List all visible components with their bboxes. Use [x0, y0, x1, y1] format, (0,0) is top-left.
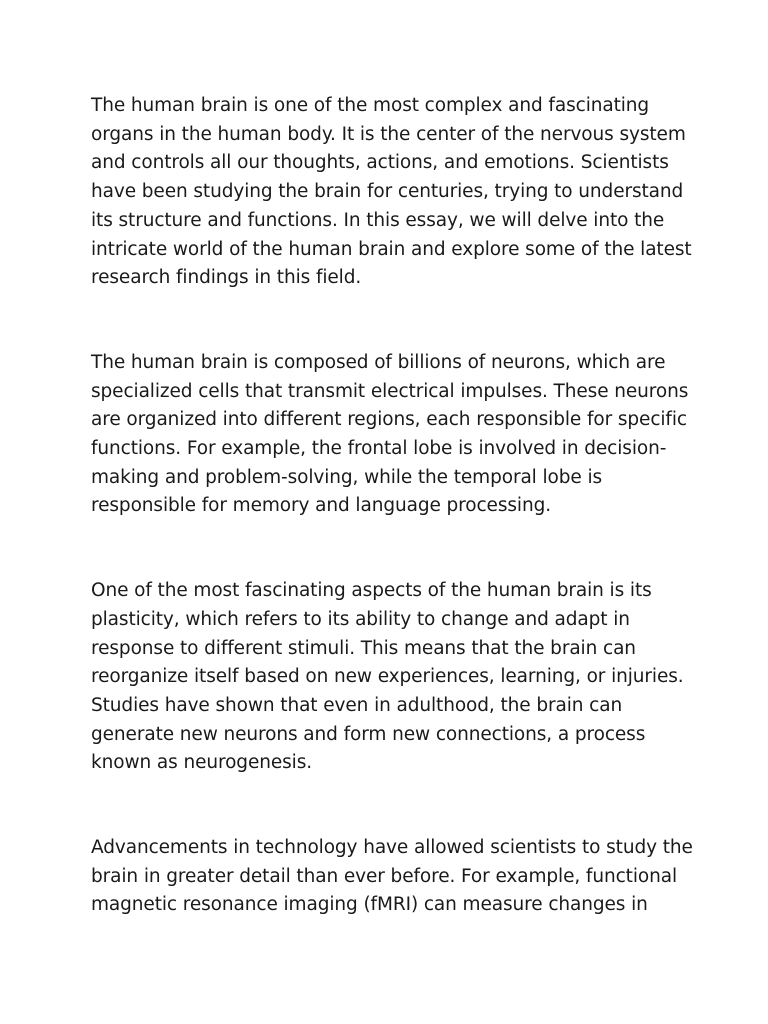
text-line: magnetic resonance imaging (fMRI) can measure changes in — [91, 894, 648, 916]
paragraph-neurons — [91, 349, 691, 521]
text-line: making and problem-solving, while the temporal lobe is — [91, 466, 603, 488]
text-line: reorganize itself based on new experiences, learning, or injuries. — [91, 666, 684, 688]
text-line: known as neurogenesis. — [91, 752, 313, 774]
text-line: intricate world of the human brain and explore some of the latest — [91, 238, 692, 260]
paragraph-spacer — [91, 778, 691, 834]
text-line: and controls all our thoughts, actions, and emotions. Scientists — [91, 152, 669, 174]
paragraph-plasticity — [91, 577, 691, 778]
text-line: organs in the human body. It is the center of the nervous system — [91, 123, 686, 145]
paragraph-spacer — [91, 293, 691, 349]
text-line: its structure and functions. In this essay, we will delve into the — [91, 209, 665, 231]
text-line: generate new neurons and form new connections, a process — [91, 723, 646, 745]
text-line: have been studying the brain for centuries, trying to understand — [91, 181, 684, 203]
text-line: are organized into different regions, each responsible for specific — [91, 409, 687, 431]
text-line: Studies have shown that even in adulthood, the brain can — [91, 694, 623, 716]
document-body — [91, 92, 691, 920]
text-line: specialized cells that transmit electrical impulses. These neurons — [91, 380, 689, 402]
text-line: One of the most fascinating aspects of the human brain is its — [91, 580, 652, 602]
text-line: response to different stimuli. This means that the brain can — [91, 637, 636, 659]
text-line: functions. For example, the frontal lobe is involved in decision- — [91, 438, 667, 460]
text-line: plasticity, which refers to its ability to change and adapt in — [91, 608, 630, 630]
text-line: The human brain is composed of billions of neurons, which are — [91, 351, 666, 373]
paragraph-intro — [91, 92, 691, 293]
text-line: The human brain is one of the most complex and fascinating — [91, 95, 650, 116]
text-line: brain in greater detail than ever before. For example, functional — [91, 865, 677, 887]
text-line: research findings in this field. — [91, 267, 362, 289]
paragraph-spacer — [91, 521, 691, 577]
paragraph-technology — [91, 834, 691, 920]
text-line: Advancements in technology have allowed scientists to study the — [91, 837, 693, 859]
text-line: responsible for memory and language processing. — [91, 495, 552, 517]
